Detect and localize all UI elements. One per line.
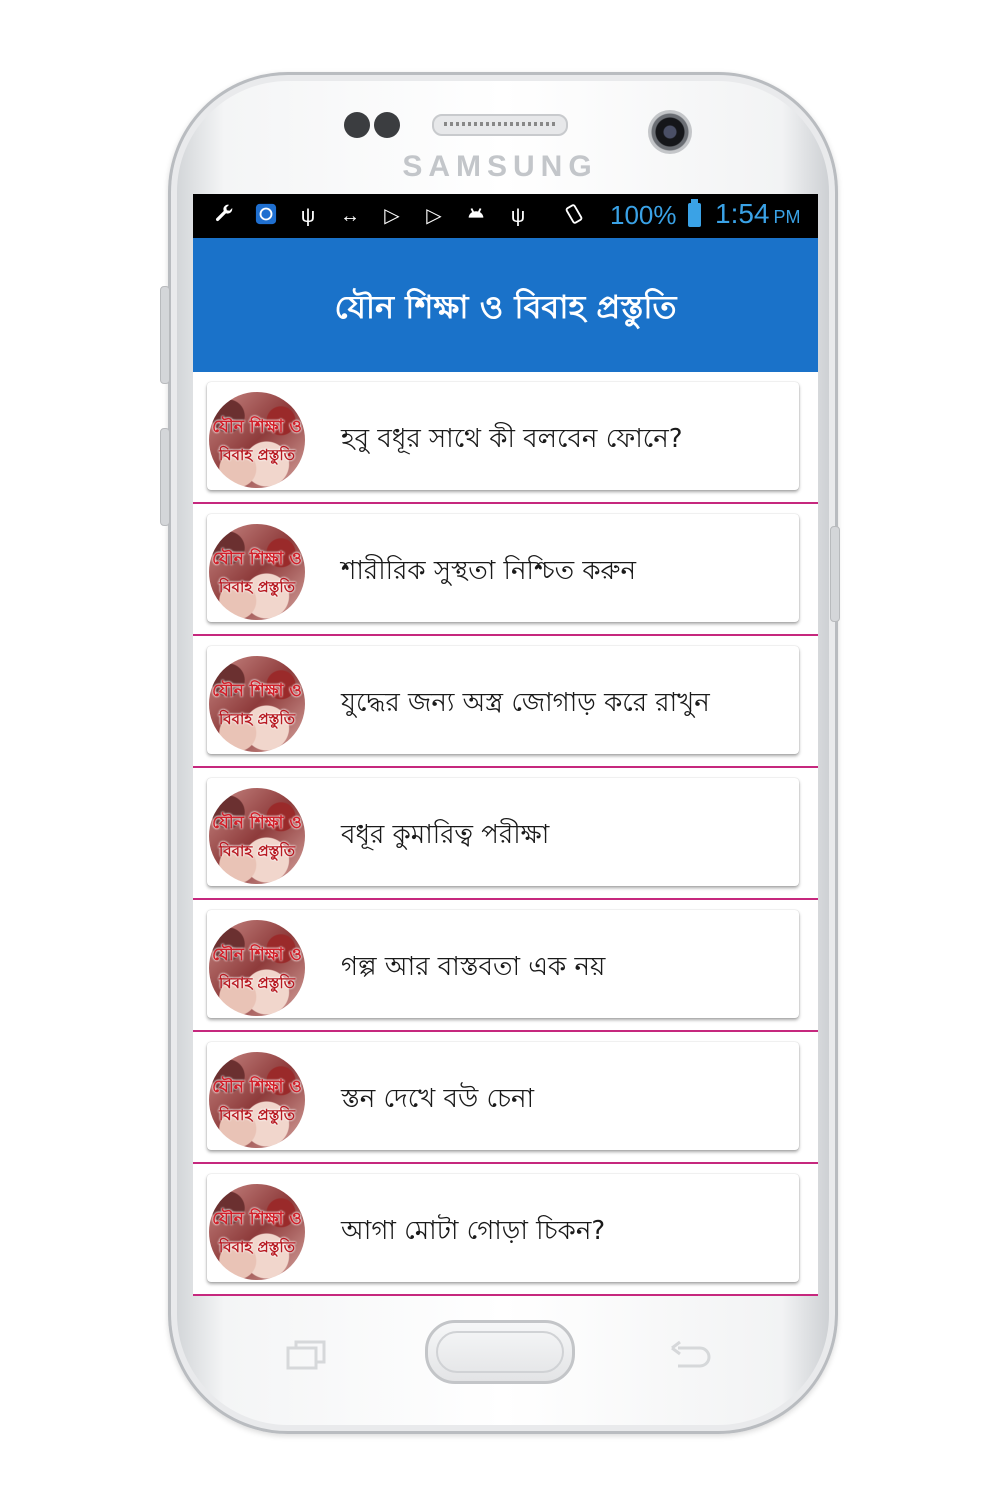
thumbnail-line2: বিবাহ প্রস্তুতি (219, 710, 295, 728)
list-item[interactable] (193, 1164, 818, 1296)
wrench-icon (211, 203, 237, 229)
thumbnail-line2: বিবাহ প্রস্তুতি (219, 1106, 295, 1124)
list-item-label: স্তন দেখে বউ চেনা (341, 1084, 535, 1114)
clock (715, 198, 801, 230)
thumbnail-line2: বিবাহ প্রস্তুতি (219, 1238, 295, 1256)
android-icon (463, 203, 489, 229)
battery-icon (688, 203, 701, 227)
list-item-thumbnail (209, 920, 305, 1016)
list-item-label: আগা মোটা গোড়া চিকন? (341, 1216, 606, 1246)
list-item-thumbnail (209, 1184, 305, 1280)
clock-time: 1:54 (715, 198, 770, 229)
front-camera (648, 110, 692, 154)
thumbnail-line1: যৌন শিক্ষা ও (212, 945, 302, 965)
thumbnail-line1: যৌন শিক্ষা ও (212, 1077, 302, 1097)
usb-icon: ψ (300, 205, 316, 227)
volume-down-button[interactable] (160, 428, 170, 526)
list-item[interactable] (193, 504, 818, 636)
list-item-thumbnail (209, 524, 305, 620)
battery-percent: 100% (610, 200, 677, 230)
screen (193, 194, 818, 1296)
volume-up-button[interactable] (160, 286, 170, 384)
brand-logo: SAMSUNG (402, 150, 598, 183)
play-store-icon: ▷ (384, 205, 400, 227)
home-button[interactable] (425, 1320, 575, 1384)
list-item-thumbnail (209, 788, 305, 884)
list-item-thumbnail (209, 1052, 305, 1148)
usb-icon: ψ (510, 205, 526, 227)
list-item-label: বধূর কুমারিত্ব পরীক্ষা (341, 820, 550, 850)
thumbnail-line2: বিবাহ প্রস্তুতি (219, 842, 295, 860)
thumbnail-line1: যৌন শিক্ষা ও (212, 1209, 302, 1229)
thumbnail-line1: যৌন শিক্ষা ও (212, 813, 302, 833)
sensor-dot (374, 112, 400, 138)
list-item[interactable] (193, 1032, 818, 1164)
list-item-label: শারীরিক সুস্থতা নিশ্চিত করুন (341, 556, 637, 586)
list-item[interactable] (193, 636, 818, 768)
sync-icon (253, 203, 279, 229)
article-list (193, 372, 818, 1296)
thumbnail-line1: যৌন শিক্ষা ও (212, 417, 302, 437)
back-icon[interactable] (668, 1338, 712, 1372)
status-bar (193, 194, 818, 238)
thumbnail-line2: বিবাহ প্রস্তুতি (219, 578, 295, 596)
sensor-dot (344, 112, 370, 138)
app-title: যৌন শিক্ষা ও বিবাহ প্রস্তুতি (334, 288, 677, 326)
thumbnail-line2: বিবাহ প্রস্তুতি (219, 446, 295, 464)
list-item[interactable] (193, 900, 818, 1032)
list-item-thumbnail (209, 656, 305, 752)
app-bar (193, 238, 818, 372)
list-item-label: যুদ্ধের জন্য অস্ত্র জোগাড় করে রাখুন (341, 688, 710, 718)
thumbnail-line1: যৌন শিক্ষা ও (212, 681, 302, 701)
thumbnail-line1: যৌন শিক্ষা ও (212, 549, 302, 569)
play-store-icon: ▷ (426, 205, 442, 227)
dots-icon: ↔ (340, 205, 360, 227)
power-button[interactable] (830, 526, 840, 622)
list-item-label: হবু বধূর সাথে কী বলবেন ফোনে? (341, 424, 683, 454)
list-item-thumbnail (209, 392, 305, 488)
thumbnail-line2: বিবাহ প্রস্তুতি (219, 974, 295, 992)
list-item[interactable] (193, 768, 818, 900)
clock-ampm: PM (773, 207, 801, 227)
list-item-label: গল্প আর বাস্তবতা এক নয় (341, 952, 606, 982)
rotate-icon (561, 203, 587, 229)
list-item[interactable] (193, 372, 818, 504)
recent-apps-icon[interactable] (286, 1340, 326, 1370)
earpiece-speaker (432, 114, 568, 136)
